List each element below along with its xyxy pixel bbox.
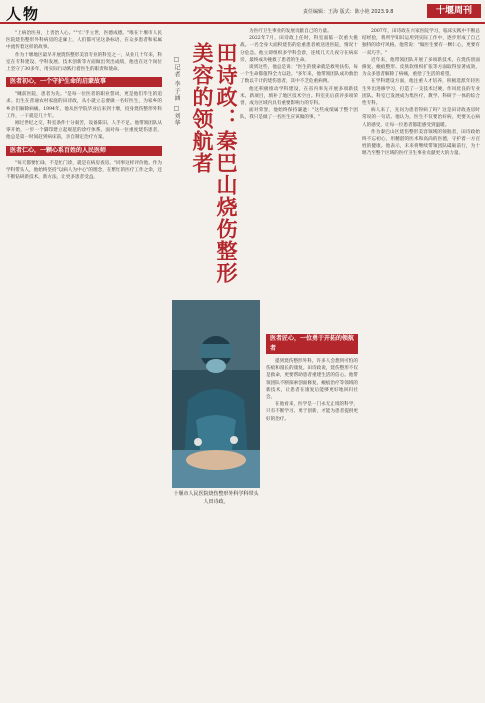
paragraph: 刚过世纪之交，科室条件十分艰苦，设备陈旧、人手不足。他带领团队从零开始，一步一个脚印建立起规范的诊疗体系。面对每一位重度烧伤患者，他总是第一时间赶到病床前，亲自制定治疗方案。 [6, 121, 162, 141]
doctor-photo [172, 300, 260, 488]
article-column-2-lower [266, 330, 358, 698]
paragraph: "每天都要忙碌，不是忙门诊，就是在病房查房。"同事这样评价他。作为学科带头人，他始终坚持"以病人为中心"的理念，在繁忙的医疗工作之余，还不断钻研新技术、新方法，让更多患者受益。 [6, 160, 162, 181]
page-meta: 责任编辑：王海 版式：陈小艳 2023.9.8 [303, 9, 394, 15]
subhead: 医者仁心，一颗心系百姓的人民医师 [6, 146, 162, 156]
paragraph: 作为秦巴山区烧伤整形美容领域的领航者，田诗政始终不忘初心，用精湛的医术和高尚的医德，守护着一方百姓的健康。他表示，未来将继续带领团队砥砺前行，为十堰乃至整个区域的医疗卫生事业贡献更大的力量。 [362, 129, 480, 157]
byline: □记者 李子涵 □刘华 [173, 56, 180, 127]
paragraph: 在他看来，医学是一门永无止境的科学，只有不断学习、勇于创新，才能为患者提供更好的治疗。 [266, 402, 358, 422]
page-header [0, 0, 485, 24]
surgery-photo-illustration [172, 300, 260, 488]
paragraph: 2022年7月，田诗政上任时，科室面临一次重大挑战。一名全身大面积烧伤的危重患者被送进医院，情况十分危急。他立即组织多学科会诊，连续几天几夜守在病床旁，最终成功挽救了患者的生命。 [240, 36, 358, 63]
article-column-3 [362, 28, 480, 698]
paragraph: 谈到这些，他总是说："医生的使命就是救死扶伤，每一个生命都值得全力以赴。"多年来，他带领团队成功救治了数以千计的烧伤患者，其中不乏危重病例。 [240, 65, 358, 85]
paragraph: 近年来，他带领团队开展了多项新技术，在烧伤创面修复、瘢痕整形、皮肤软组织扩张等方面取得显著成效，为众多患者解除了病痛，重拾了生活的希望。 [362, 57, 480, 78]
paragraph: 他还积极推动学科建设，在省内率先开展多项新技术、新项目，填补了地区技术空白。科室先后获评多项荣誉，成为区域内具有重要影响力的专科。 [240, 86, 358, 107]
photo-caption: 十堰市人民医院烧伤整形外科学科带头人田诗政。 [173, 491, 259, 505]
paragraph: "睡前医院，患者为先。"是每一位医者的职业誓词，更是他们毕生的追求。出生在普通农村家庭的田诗政，从小就立志要做一名好医生，为家乡的乡亲们解除病痛。1994年，他从医学院毕业后来到十堰，投身烧伤整形外科工作，一干就是几十年。 [6, 92, 162, 119]
article-title-block [160, 34, 240, 294]
paragraph: 提到烧伤整形外科，许多人会想到可怕的伤痕和漫长的康复。田诗政说，烧伤整形不仅是救命，更要帮助患者重建生活的信心。他带领团队不断探索创面修复、瘢痕治疗等领域的新技术，让患者在康复后能够更好地回归社会。 [266, 359, 358, 401]
paragraph: 面对荣誉，他始终保持谦逊："这些成绩属于整个团队，我只是做了一名医生应该做的事。" [240, 108, 358, 121]
subhead: 医者匠心，一位勇于开拓的领航者 [266, 334, 358, 354]
newspaper-brand: 十堰周刊 [427, 4, 481, 18]
subhead: 医者初心，一个守护生命的启蒙故事 [6, 77, 162, 87]
paragraph: 为医疗卫生事业的发展贡献自己的力量。 [249, 29, 332, 34]
paragraph: "上病治医身，上善治人心。""'仁'手立世，医德成德。"唯在十堰市人民医院烧伤整形外科病房的走廊上，人们都可见这条标语，在众多患者和家属中流传着这样的故事。 [6, 31, 162, 51]
paragraph: 2007年，田诗政在兴家医院学习，临床实践中不断总结经验，将所学知识运用到实际工作中，逐步形成了自己独特的诊疗风格。他常说："做医生要有一颗仁心，更要有一双巧手。" [362, 29, 480, 56]
paragraph: 病人来了，先问为患者得病了吗？这是田诗政查房时常说的一句话。他认为，医生不仅要治好病，更要关心病人的感受，让每一位患者都能感受到温暖。 [362, 108, 480, 128]
paragraph: 作为十堰地区最早开展烧伤整形美容专业的科室之一，从业几十年来，科室在专科建设、学科发展、技术创新等方面做出突出成绩，他也在这个岗位上坚守了30多年，用实际行动践行着医生的职责和使命。 [6, 52, 162, 73]
section-title: 人物 [6, 5, 41, 23]
article-column-1 [6, 30, 162, 698]
paragraph: 在学科建设方面，他注重人才培养，积极选派年轻医生外出进修学习，打造了一支技术过硬、作风优良的专业团队。科室已发展成为集医疗、教学、科研于一体的综合性专科。 [362, 79, 480, 107]
article-column-2 [240, 28, 358, 328]
article-title: 田诗政：秦巴山烧伤整形美容的领航者 [190, 42, 239, 284]
